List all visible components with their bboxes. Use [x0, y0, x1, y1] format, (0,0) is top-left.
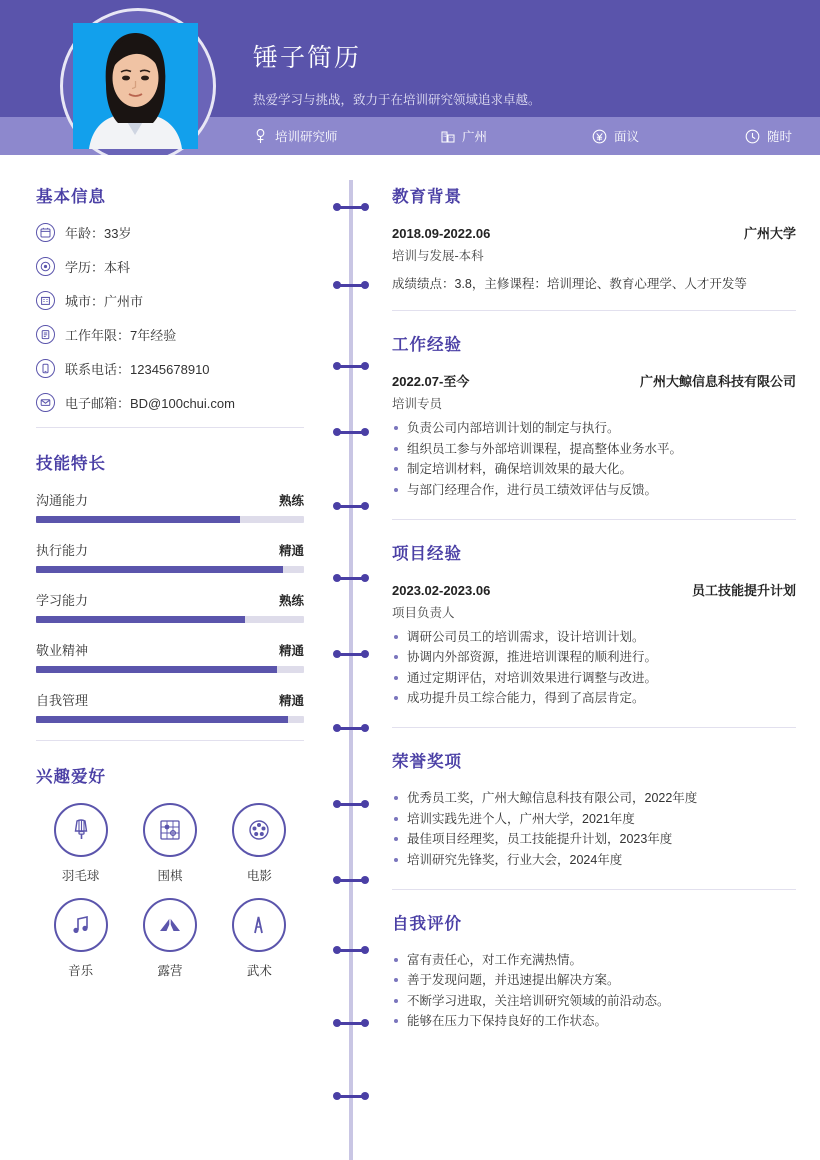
- timeline-node: [333, 428, 369, 436]
- go-board-icon: [143, 803, 197, 857]
- timeline-node: [333, 724, 369, 732]
- right-column: [340, 155, 820, 1160]
- film-reel-icon: [232, 803, 286, 857]
- timeline-node: [333, 1092, 369, 1100]
- education-note: 成绩绩点：3.8，主修课程：培训理论、教育心理学、人才开发等: [392, 277, 747, 291]
- meta-item-city: [440, 127, 487, 145]
- info-item-education: [36, 257, 304, 276]
- info-label-email: 电子邮箱：BD@100chui.com: [65, 396, 235, 411]
- info-item-city: [36, 291, 304, 310]
- left-column: [0, 155, 340, 1160]
- skill-level: 精通: [278, 694, 304, 708]
- project-name: 员工技能提升计划: [691, 582, 796, 598]
- calendar-icon: [36, 223, 55, 242]
- work-date: 2022.07-至今: [392, 374, 470, 389]
- meta-label-availability: 随时: [767, 130, 793, 144]
- list-item: 培训实践先进个人，广州大学，2021年度: [392, 809, 796, 830]
- section-education: [392, 183, 796, 292]
- resume-body: [0, 155, 820, 1160]
- meta-item-position: [253, 127, 338, 145]
- timeline-node: [333, 281, 369, 289]
- mail-icon: [36, 393, 55, 412]
- skill-item: [36, 490, 304, 523]
- section-title-summary: 自我评价: [392, 914, 462, 933]
- list-item: 富有责任心，对工作充满热情。: [392, 950, 796, 971]
- work-bullets: [392, 418, 796, 501]
- info-label-age: 年龄：33岁: [65, 226, 132, 241]
- divider: [392, 310, 796, 311]
- resume-name: 锤子简历: [253, 44, 362, 72]
- meta-label-position: 培训研究师: [275, 130, 338, 144]
- divider: [392, 727, 796, 728]
- timeline-node: [333, 502, 369, 510]
- skill-item: [36, 540, 304, 573]
- skill-bar: [36, 566, 304, 573]
- list-item: 优秀员工奖，广州大鲸信息科技有限公司，2022年度: [392, 788, 796, 809]
- timeline-node: [333, 1019, 369, 1027]
- tent-icon: [143, 898, 197, 952]
- skill-bar: [36, 616, 304, 623]
- hobby-item: [36, 803, 125, 884]
- list-item: 协调内外部资源，推进培训课程的顺利进行。: [392, 647, 796, 668]
- section-work: [392, 331, 796, 501]
- target-icon: [36, 257, 55, 276]
- education-date: 2018.09-2022.06: [392, 226, 491, 241]
- skill-name: 学习能力: [36, 593, 89, 608]
- list-item: 培训研究先锋奖，行业大会，2024年度: [392, 850, 796, 871]
- list-item: 通过定期评估，对培训效果进行调整与改进。: [392, 668, 796, 689]
- avatar: [73, 23, 198, 149]
- section-title-basic: 基本信息: [36, 188, 106, 206]
- yen-icon: [592, 129, 607, 144]
- info-item-phone: [36, 359, 304, 378]
- hobby-label: 围棋: [157, 869, 183, 883]
- hobby-label: 电影: [246, 869, 272, 883]
- hobby-item: [215, 803, 304, 884]
- work-title: 培训专员: [392, 397, 443, 411]
- education-major: 培训与发展-本科: [392, 249, 484, 263]
- list-item: 善于发现问题，并迅速提出解决方案。: [392, 970, 796, 991]
- list-item: 能够在压力下保持良好的工作状态。: [392, 1011, 796, 1032]
- divider: [392, 519, 796, 520]
- list-item: 组织员工参与外部培训课程，提高整体业务水平。: [392, 439, 796, 460]
- city-icon: [440, 129, 455, 144]
- skill-level: 精通: [278, 644, 304, 658]
- section-summary: [392, 910, 796, 1033]
- section-title-honors: 荣誉奖项: [392, 753, 462, 771]
- skill-bar: [36, 716, 304, 723]
- skill-bar: [36, 516, 304, 523]
- timeline-node: [333, 650, 369, 658]
- meta-label-salary: 面议: [614, 130, 640, 144]
- skill-name: 自我管理: [36, 693, 89, 708]
- hobby-label: 音乐: [68, 964, 94, 978]
- info-item-experience: [36, 325, 304, 344]
- project-date: 2023.02-2023.06: [392, 582, 491, 598]
- timeline-node: [333, 574, 369, 582]
- music-note-icon: [54, 898, 108, 952]
- divider: [36, 427, 304, 428]
- section-title-hobbies: 兴趣爱好: [36, 768, 106, 786]
- info-label-city: 城市：广州市: [65, 294, 144, 309]
- hobby-grid: [36, 803, 304, 979]
- timeline-node: [333, 800, 369, 808]
- list-item: 制定培训材料，确保培训效果的最大化。: [392, 459, 796, 480]
- skill-item: [36, 640, 304, 673]
- hobby-label: 武术: [246, 964, 272, 978]
- meta-item-salary: [592, 127, 639, 145]
- timeline-node: [333, 876, 369, 884]
- meta-label-city: 广州: [462, 130, 488, 144]
- info-item-age: [36, 223, 304, 242]
- hobby-item: [215, 898, 304, 979]
- hobby-label: 露营: [157, 964, 183, 978]
- skill-item: [36, 590, 304, 623]
- divider: [392, 889, 796, 890]
- section-project: [392, 540, 796, 710]
- building-icon: [36, 291, 55, 310]
- timeline-line: [349, 180, 353, 1160]
- info-label-experience: 工作年限：7年经验: [65, 328, 177, 343]
- timeline-node: [333, 946, 369, 954]
- resume-tagline: 热爱学习与挑战，致力于在培训研究领域追求卓越。: [253, 93, 541, 107]
- skill-name: 沟通能力: [36, 493, 89, 508]
- list-item: 最佳项目经理奖，员工技能提升计划，2023年度: [392, 829, 796, 850]
- list-item: 成功提升员工综合能力，得到了高层肯定。: [392, 688, 796, 709]
- section-title-skills: 技能特长: [36, 455, 106, 473]
- resume-header: [0, 0, 820, 155]
- info-label-phone: 联系电话：12345678910: [65, 362, 210, 377]
- list-item: 不断学习进取，关注培训研究领域的前沿动态。: [392, 991, 796, 1012]
- clipboard-icon: [36, 325, 55, 344]
- hobby-item: [36, 898, 125, 979]
- timeline-node: [333, 203, 369, 211]
- hobby-item: [125, 898, 214, 979]
- section-title-education: 教育背景: [392, 188, 462, 206]
- skill-level: 精通: [278, 544, 304, 558]
- list-item: 调研公司员工的培训需求，设计培训计划。: [392, 627, 796, 648]
- badminton-icon: [54, 803, 108, 857]
- phone-icon: [36, 359, 55, 378]
- hobby-label: 羽毛球: [61, 869, 100, 883]
- section-honors: [392, 748, 796, 871]
- section-title-project: 项目经验: [392, 544, 462, 563]
- skill-name: 敬业精神: [36, 643, 89, 658]
- meta-item-availability: [745, 127, 792, 145]
- skill-level: 熟练: [278, 494, 304, 508]
- skill-name: 执行能力: [36, 543, 89, 558]
- header-text: [253, 38, 541, 108]
- clock-icon: [745, 129, 760, 144]
- info-label-education: 学历：本科: [65, 260, 131, 275]
- timeline-node: [333, 362, 369, 370]
- hobby-item: [125, 803, 214, 884]
- project-bullets: [392, 627, 796, 710]
- project-role: 项目负责人: [392, 605, 455, 620]
- section-title-work: 工作经验: [392, 336, 462, 354]
- skill-item: [36, 690, 304, 723]
- person-icon: [253, 129, 268, 144]
- info-item-email: [36, 393, 304, 412]
- list-item: 负责公司内部培训计划的制定与执行。: [392, 418, 796, 439]
- skill-bar: [36, 666, 304, 673]
- honors-bullets: [392, 788, 796, 871]
- work-company: 广州大鲸信息科技有限公司: [639, 374, 796, 389]
- martial-arts-icon: [232, 898, 286, 952]
- summary-bullets: [392, 950, 796, 1033]
- skill-level: 熟练: [278, 594, 304, 608]
- list-item: 与部门经理合作，进行员工绩效评估与反馈。: [392, 480, 796, 501]
- divider: [36, 740, 304, 741]
- education-school: 广州大学: [743, 226, 796, 241]
